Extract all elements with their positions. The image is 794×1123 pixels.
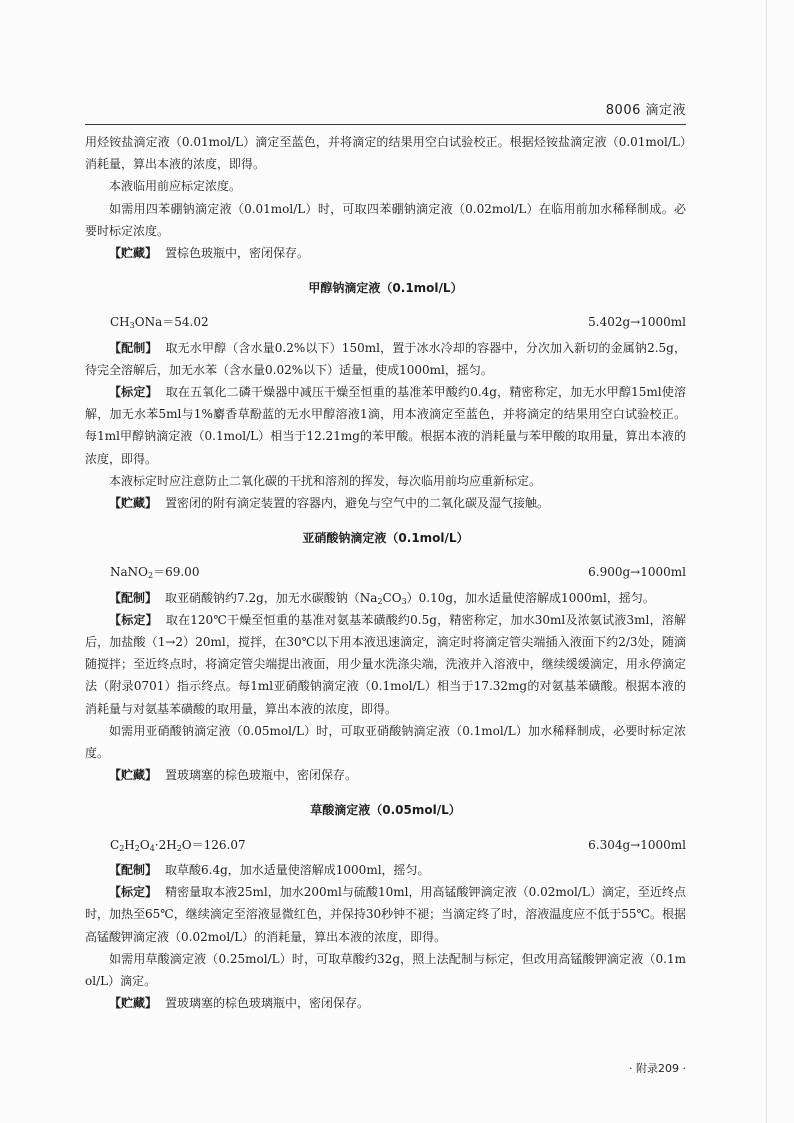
chemical-formula: $C_2H_2O_4\cdot 2H_2O=126.07$: [110, 837, 246, 853]
formula-line: [85, 311, 686, 333]
section-title-sodium-methoxide: 甲醇钠滴定液（0.1mol/L）: [308, 281, 463, 296]
chemical-formula: NaNO$_2$＝69.00: [110, 565, 200, 581]
document-body: [85, 131, 686, 1014]
page-number: · 附录209 ·: [629, 1062, 686, 1075]
formula-line: [85, 834, 686, 856]
dilution-paragraph: 如需用草酸滴定液（0.25mol/L）时，可取草酸约32g，照上法配制与标定，但改用高锰酸钾滴定液（0.1mol/L）滴定。: [85, 951, 686, 988]
preparation-paragraph: 【配制】 取草酸6.4g，加水适量使溶解成1000ml，摇匀。: [109, 862, 430, 877]
preparation-amount: 5.402g→1000ml: [588, 315, 686, 330]
section-title-oxalic-acid: 草酸滴定液（0.05mol/L）: [310, 803, 461, 818]
preparation-paragraph: 【配制】 取无水甲醇（含水量0.2%以下）150ml，置于冰水冷却的容器中，分次加入新切的金属钠2.5g，待完全溶解后，加无水苯（含水量0.02%以下）适量，使成1000ml，摇匀。: [85, 340, 686, 377]
page-edge: [766, 0, 767, 1123]
standardization-paragraph: 【标定】 取在120℃干燥至恒重的基准对氨基苯磺酸约0.5g，精密称定，加水30ml及浓氨试液3ml，溶解后，加盐酸（1→2）20ml，搅拌，在30℃以下用本液迅速滴定，滴定时将滴定管尖端插入液面下约2/3处，随滴随搅拌；至近终点时，将滴定管尖端提出液面，用少量水洗涤尖端，洗液并入溶液中，继续缓缓滴定，用永停滴定法（附录0701）指示终点。每1ml亚硝酸钠滴定液（0.1mol/L）相当于17.32mg的对氨基苯磺酸。根据本液的消耗量与对氨基苯磺酸的取用量，算出本液的浓度，即得。: [85, 612, 686, 716]
intro-storage: [85, 242, 686, 264]
note-paragraph: 本液标定时应注意防止二氧化碳的干扰和溶剂的挥发，每次临用前均应重新标定。: [109, 473, 542, 488]
header-title: 8006 滴定液: [605, 103, 686, 118]
storage-paragraph: 【贮藏】 置玻璃塞的棕色玻璃瓶中，密闭保存。: [109, 996, 370, 1011]
storage-text: 置棕色玻瓶中，密闭保存。: [165, 246, 310, 261]
running-header: [85, 96, 686, 125]
storage-paragraph: 【贮藏】 置玻璃塞的棕色玻瓶中，密闭保存。: [109, 768, 358, 783]
intro-dilution: 如需用四苯硼钠滴定液（0.01mol/L）时，可取四苯硼钠滴定液（0.02mol/L）在临用前加水稀释制成。必要时标定浓度。: [85, 201, 686, 238]
preparation-amount: 6.900g→1000ml: [588, 565, 686, 580]
dilution-paragraph: 如需用亚硝酸钠滴定液（0.05mol/L）时，可取亚硝酸钠滴定液（0.1mol/L）加水稀释制成，必要时标定浓度。: [85, 723, 686, 761]
formula-line: [85, 561, 686, 583]
intro-paragraph: 用烃铵盐滴定液（0.01mol/L）滴定至蓝色，并将滴定的结果用空白试验校正。根据烃铵盐滴定液（0.01mol/L）消耗量，算出本液的浓度，即得。: [85, 135, 686, 172]
standardization-paragraph: 【标定】 精密量取本液25ml，加水200ml与硫酸10ml，用高锰酸钾滴定液（0.02mol/L）滴定，至近终点时，加热至65℃，继续滴定至溶液显微红色，并保持30秒钟不褪；当滴定终了时，溶液温度应不低于55℃。根据高锰酸钾滴定液（0.02mol/L）的消耗量，算出本液的浓度，即得。: [85, 885, 686, 944]
standardization-paragraph: 【标定】 取在五氧化二磷干燥器中减压干燥至恒重的基准苯甲酸约0.4g，精密称定，加无水甲醇15ml使溶解，加无水苯5ml与1%麝香草酚蓝的无水甲醇溶液1滴，用本液滴定至蓝色，并将滴定的结果用空白试验校正。每1ml甲醇钠滴定液（0.1mol/L）相当于12.21mg的苯甲酸。根据本液的消耗量与苯甲酸的取用量，算出本液的浓度，即得。: [85, 385, 686, 466]
storage-tag: 【贮藏】: [109, 246, 158, 261]
intro-note: 本液临用前应标定浓度。: [109, 179, 242, 194]
preparation-amount: 6.304g→1000ml: [588, 837, 686, 852]
chemical-formula: $CH_3ONa=54.02$: [110, 315, 209, 331]
section-title-sodium-nitrite: 亚硝酸钠滴定液（0.1mol/L）: [302, 531, 469, 546]
preparation-paragraph: 【配制】 取亚硝酸钠约7.2g，加无水碳酸钠$(Na_2CO_3)0.10g$，加水适量使溶解成1000ml，摇匀。: [109, 590, 655, 606]
storage-paragraph: 【贮藏】 置密闭的附有滴定装置的容器内，避免与空气中的二氧化碳及湿气接触。: [109, 496, 550, 511]
